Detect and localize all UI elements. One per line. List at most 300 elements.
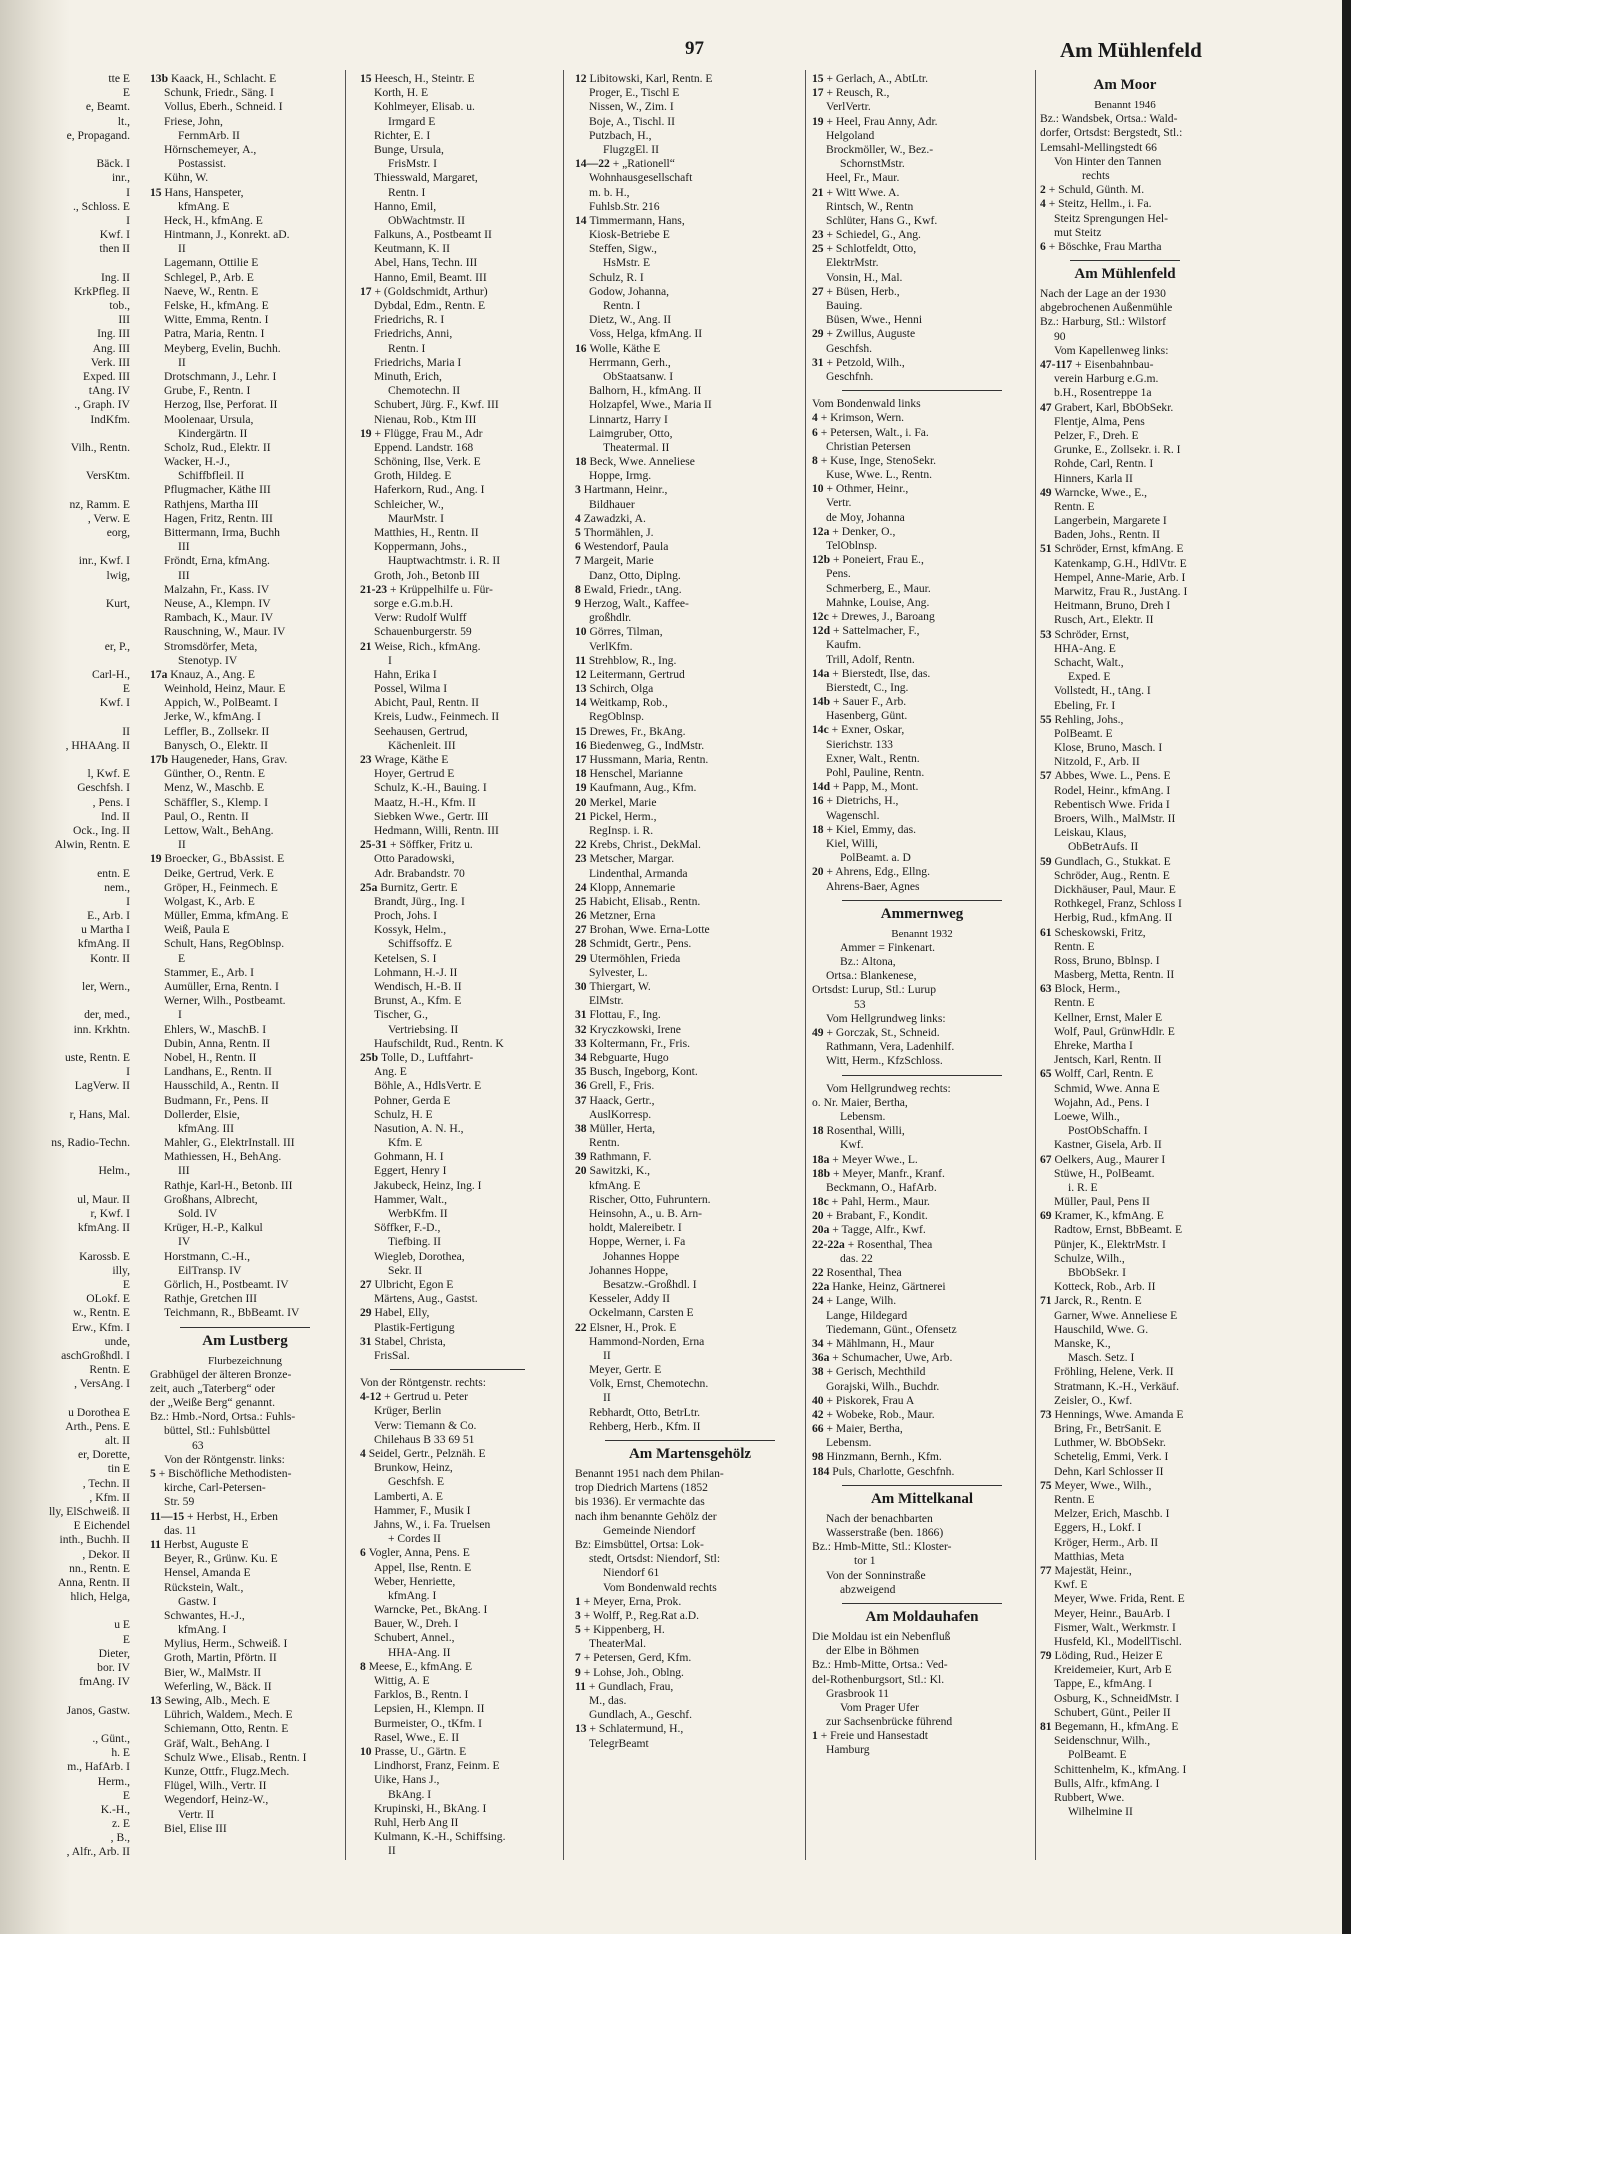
resident-text: Biedenweg, G., IndMstr. [589,738,705,752]
resident-text: Kohlmeyer, Elisab. u. [374,100,475,114]
entry-fragment: nz, Ramm. E [69,497,130,511]
resident-text: Weiß, Paula E [164,923,230,937]
resident-text: Schmerberg, E., Maur. [826,581,931,595]
directory-entry [150,994,340,1008]
resident-text: Böhle, A., HdlsVertr. E [374,1079,482,1093]
entry-fragment: alt. II [104,1434,130,1447]
directory-entry [150,1722,340,1736]
directory-entry [360,1108,555,1122]
directory-entry [812,1687,1032,1701]
resident-text: Rischer, Otto, Fuhruntern. [589,1192,711,1206]
resident-text: Siebken Wwe., Gertr. III [374,809,489,823]
directory-entry [1040,330,1210,344]
resident-text: m. b. H., [589,185,630,199]
directory-entry [150,1396,340,1410]
resident-text: Flottau, F., Ing. [589,1008,661,1022]
directory-entry [812,100,1032,114]
resident-text: + Maier, Bertha, [826,1422,903,1436]
directory-entry [575,1637,805,1651]
resident-text: Helgoland [826,128,875,142]
resident-text: Stüwe, H., PolBeamt. [1054,1166,1155,1180]
directory-entry [575,1335,805,1349]
resident-text: Margeit, Marie [583,554,654,568]
street-heading: Am Mühlenfeld [1074,266,1176,283]
resident-text: Eppend. Landstr. 168 [374,440,474,454]
directory-entry [812,1280,1032,1294]
resident-text: Langerbein, Margarete I [1054,514,1167,528]
directory-entry [812,1351,1032,1365]
directory-entry [575,739,805,753]
resident-text: Kesseler, Addy II [589,1292,670,1306]
resident-text: Schleicher, W., [374,497,444,511]
resident-text: kfmAng. E [178,199,230,213]
directory-entry [150,1495,340,1509]
directory-entry [1040,514,1210,528]
house-number: 4 [360,1447,369,1460]
resident-text: Hennings, Wwe. Amanda E [1054,1407,1184,1421]
entry-fragment [0,625,130,639]
directory-entry [575,540,805,554]
house-number: 47 [1040,400,1055,414]
entry-fragment [0,427,130,441]
resident-text: Burmeister, O., tKfm. I [374,1716,483,1730]
resident-text: Ockelmann, Carsten E [589,1306,694,1320]
resident-text: Pohl, Pauline, Rentn. [826,766,925,779]
directory-entry [1040,457,1210,471]
house-number: 18c [812,1195,832,1209]
resident-text: Rentn. E [1054,996,1095,1010]
directory-entry [575,242,805,256]
resident-text: Rathje, Karl-H., Betonb. III [164,1178,293,1192]
house-number: 24 [575,880,590,894]
directory-entry [1040,1394,1210,1408]
directory-entry [360,611,555,625]
directory-entry [812,370,1032,384]
resident-text: Scholz, Rud., Elektr. II [164,440,271,454]
directory-entry [150,1751,340,1765]
directory-entry [575,597,805,611]
house-number: 66 [812,1422,827,1436]
resident-text: Kwf. E [1054,1578,1088,1592]
resident-text: Kotteck, Rob., Arb. II [1054,1280,1156,1294]
directory-entry [812,1729,1032,1743]
directory-entry [360,654,555,668]
directory-entry [360,469,555,483]
directory-entry [150,1637,340,1651]
directory-entry [575,129,805,143]
directory-entry [1040,1011,1210,1025]
resident-text: + Zwillus, Auguste [826,327,916,341]
directory-entry [150,1453,340,1467]
directory-entry [150,327,340,341]
house-number: 12d [812,624,833,638]
directory-entry [360,569,555,583]
resident-text: Hussmann, Maria, Rentn. [589,753,709,766]
resident-text: Leitermann, Gertrud [589,667,685,681]
resident-text: Schulz, K.-H., Bauing. I [374,781,487,795]
resident-text: Leffler, B., Zollsekr. II [164,724,270,738]
directory-entry [575,1079,805,1093]
resident-text: Ketelsen, S. I [374,951,437,965]
directory-entry [150,923,340,937]
resident-text: + Poneiert, Frau E., [832,553,924,567]
directory-entry [360,796,555,810]
resident-text: Von der Röntgenstr. rechts: [360,1376,487,1390]
resident-text: Heinsohn, A., u. B. Arn- [589,1207,703,1220]
directory-entry [1040,1096,1210,1110]
directory-entry [360,1264,555,1278]
directory-entry [575,1094,805,1108]
directory-entry [150,1779,340,1793]
directory-entry [360,1094,555,1108]
resident-text: Seidenschnur, Wilh., [1054,1734,1151,1748]
entry-fragment: Janos, Gastw. [66,1703,130,1717]
directory-entry [150,980,340,994]
page-number: 97 [685,38,704,59]
entry-fragment: aschGroßhdl. I [61,1348,130,1362]
directory-entry [575,1306,805,1320]
resident-text: Neuse, A., Klempn. IV [164,596,271,610]
directory-entry [575,1108,805,1122]
entry-fragment: , Pens. I [92,795,130,809]
resident-text: zeit, auch „Taterberg“ oder [150,1381,276,1395]
resident-text: + Heel, Frau Anny, Adr. [826,114,938,128]
resident-text: Begemann, H., kfmAng. E [1054,1720,1179,1733]
house-number: 6 [575,540,584,554]
directory-entry [150,129,340,143]
directory-entry [1040,1337,1210,1351]
house-number: 4 [812,411,821,425]
directory-entry [150,569,340,583]
entry-fragment [0,753,130,767]
directory-entry [150,1595,340,1609]
directory-entry [812,1266,1032,1280]
resident-text: Bz: Eimsbüttel, Ortsa: Lok- [575,1537,704,1551]
resident-text: Katenkamp, G.H., HdlVtr. E [1054,556,1187,570]
resident-text: Fröndt, Erna, kfmAng. [164,554,270,568]
directory-entry [575,569,805,583]
directory-entry [360,895,555,909]
resident-text: Ahrens-Baer, Agnes [826,879,920,893]
directory-entry [150,1552,340,1566]
directory-entry [1040,755,1210,769]
directory-entry [1040,287,1210,301]
directory-entry [150,810,340,824]
resident-text: + Gundlach, Frau, [588,1679,674,1693]
resident-text: Dehn, Karl Schlosser II [1054,1464,1164,1478]
house-number: 1 [812,1729,821,1743]
resident-text: + Böschke, Frau Martha [1048,239,1162,253]
directory-entry [1040,1592,1210,1606]
directory-entry [812,1583,1032,1597]
directory-entry [360,838,555,852]
resident-text: Postassist. [178,157,226,171]
directory-entry [575,852,805,866]
directory-entry [1040,1351,1210,1365]
section-rule [842,1075,1002,1076]
directory-entry [575,1609,805,1623]
resident-text: Nienau, Rob., Ktm III [374,412,477,426]
resident-text: Kühn, W. [164,171,209,185]
house-number: 63 [1040,982,1055,996]
resident-text: Kunze, Ottfr., Flugz.Mech. [164,1764,290,1778]
directory-entry [360,342,555,356]
directory-entry [812,496,1032,510]
directory-entry [812,780,1032,794]
directory-entry [812,1465,1032,1479]
resident-text: del-Rothenburgsort, Stl.: Kl. [812,1672,945,1686]
house-number: 19 [360,426,375,440]
directory-entry [575,1651,805,1665]
resident-text: + Cordes II [388,1532,441,1546]
resident-text: Rauschning, W., Maur. IV [164,625,286,639]
directory-entry [812,482,1032,496]
resident-text: Lebensm. [840,1109,886,1123]
directory-entry [812,880,1032,894]
directory-entry [360,1404,555,1418]
entry-fragment: Rentn. E [89,1363,130,1377]
resident-text: Tolle, D., Luftfahrt- [380,1050,474,1064]
directory-entry [360,725,555,739]
resident-text: Ulbricht, Egon E [374,1277,454,1291]
directory-entry [812,695,1032,709]
resident-text: Rubbert, Wwe. [1054,1790,1125,1804]
directory-entry [575,923,805,937]
directory-entry [812,1012,1032,1026]
resident-text: Malzahn, Fr., Kass. IV [164,582,270,596]
directory-entry [360,1532,555,1546]
resident-text: Rosenthal, Willi, [826,1124,905,1138]
directory-entry [150,1250,340,1264]
entry-fragment: ., Schloss. E [72,199,130,213]
resident-text: + Meyer, Manfr., Kranf. [832,1166,945,1180]
directory-entry [575,1510,805,1524]
house-number: 40 [812,1393,827,1407]
directory-entry [1040,713,1210,727]
directory-entry [1040,1649,1210,1663]
resident-text: Metzner, Erna [589,909,656,923]
directory-entry [1040,1663,1210,1677]
directory-entry [360,441,555,455]
resident-text: Geschfsh. [826,341,873,355]
resident-text: großhdlr. [589,611,632,625]
house-number: 11—15 [150,1509,188,1523]
resident-text: PolBeamt. E [1054,726,1113,740]
resident-text: 90 [1054,329,1066,343]
directory-entry [1040,212,1210,226]
directory-entry [575,824,805,838]
directory-entry [150,1122,340,1136]
resident-text: Zawadzki, A. [583,511,646,525]
resident-text: Verw: Tiemann & Co. [374,1418,477,1432]
resident-text: II [388,1844,396,1858]
house-number: 75 [1040,1478,1055,1492]
directory-entry [1040,840,1210,854]
directory-entry [575,966,805,980]
resident-text: Godow, Johanna, [589,284,670,298]
resident-text: Oelkers, Aug., Maurer I [1054,1152,1166,1166]
resident-text: Verw: Rudolf Wulff [374,611,467,625]
resident-text: Westendorf, Paula [583,540,669,554]
section-rule [842,1603,1002,1604]
resident-text: Bauer, W., Dreh. I [374,1617,459,1631]
directory-entry [1040,684,1210,698]
column-5 [1040,72,1210,1819]
directory-entry [575,1221,805,1235]
resident-text: Stromsdörfer, Meta, [164,639,258,653]
resident-text: Hanke, Heinz, Gärtnerei [832,1280,946,1294]
directory-entry [150,937,340,951]
resident-text: Von der Sonninstraße [826,1568,926,1582]
resident-text: + Steitz, Hellm., i. Fa. [1048,197,1152,211]
entry-fragment: lwig, [106,568,130,582]
house-number: 49 [1040,485,1055,499]
directory-entry [150,186,340,200]
directory-entry [812,1715,1032,1729]
resident-text: Mahler, G., ElektrInstall. III [164,1136,295,1150]
resident-text: Thiergart, W. [589,980,651,993]
directory-entry [1040,1550,1210,1564]
entry-fragment: u Martha I [81,923,130,937]
resident-text: Hoppe, Irmg. [589,469,652,483]
directory-entry [360,1447,555,1461]
directory-entry [360,1518,555,1532]
directory-entry [812,1124,1032,1138]
resident-text: Radtow, Ernst, BbBeamt. E [1054,1223,1183,1237]
directory-entry [575,100,805,114]
resident-text: Bildhauer [589,497,635,511]
entry-fragment: , HHAAng. II [65,738,130,752]
resident-text: Meyer, Wwe. Frida, Rent. E [1054,1592,1185,1606]
house-number: 184 [812,1464,833,1478]
directory-entry [1040,358,1210,372]
entry-fragment: Ing. III [97,327,130,341]
resident-text: II [603,1348,611,1362]
directory-entry [360,1461,555,1475]
resident-text: Löding, Rud., Heizer E [1054,1649,1163,1663]
directory-entry [575,1122,805,1136]
directory-entry [575,668,805,682]
entry-fragment: LagVerw. II [74,1079,130,1093]
entry-fragment: ler, Wern., [82,980,130,993]
directory-entry [1040,486,1210,500]
resident-text: Rentn. E [1054,939,1095,953]
directory-entry [812,1110,1032,1124]
resident-text: Eggers, H., Lokf. I [1054,1521,1142,1535]
resident-text: Ross, Bruno, Bblnsp. I [1054,953,1160,967]
house-number: 22 [812,1266,827,1279]
resident-text: verein Harburg e.G.m. [1054,372,1159,386]
directory-entry [1040,599,1210,613]
resident-text: + Petzold, Wilh., [826,355,905,369]
entry-fragment: Anna, Rentn. II [57,1575,130,1589]
resident-text: Krüger, Berlin [374,1404,442,1418]
resident-text: Kreidemeier, Kurt, Arb E [1054,1663,1172,1677]
resident-text: Herbst, Auguste E [163,1537,249,1551]
directory-entry [360,1475,555,1489]
house-number: 12 [575,667,590,681]
entry-fragment: eorg, [106,526,130,539]
directory-entry [1040,112,1210,126]
directory-entry [812,228,1032,242]
directory-entry [360,413,555,427]
resident-text: büttel, Stl.: Fuhlsbüttel [164,1424,271,1438]
directory-entry [150,1037,340,1051]
resident-text: Voss, Helga, kfmAng. II [589,327,703,341]
resident-text: Puls, Charlotte, Geschfnh. [832,1464,955,1478]
resident-text: Benannt 1951 nach dem Philan- [575,1467,724,1480]
street-heading: Am Martensgehölz [628,1446,752,1462]
resident-text: + Papp, M., Mont. [832,780,919,794]
resident-text: Hauschild, Wwe. G. [1054,1322,1149,1336]
directory-entry [150,143,340,157]
directory-entry [150,1793,340,1807]
section-rule [180,1327,310,1328]
resident-text: Thormählen, J. [583,526,654,539]
directory-entry [360,455,555,469]
column-2 [360,72,555,1858]
resident-text: Bz.: Altona, [840,955,896,969]
directory-entry [1040,1720,1210,1734]
resident-text: FrisMstr. I [388,157,437,171]
resident-text: mut Steitz [1054,225,1102,239]
house-number: 23 [360,753,375,766]
directory-entry [150,1524,340,1538]
house-number: 33 [575,1036,590,1050]
directory-entry [575,1406,805,1420]
directory-entry [1040,897,1210,911]
directory-entry [575,554,805,568]
directory-entry [360,1136,555,1150]
directory-entry [360,767,555,781]
entry-fragment [0,455,130,469]
house-number: 20 [575,1164,590,1178]
directory-entry [575,1481,805,1495]
entry-fragment: Helm., [98,1164,130,1178]
resident-text: Bz.: Wandsbek, Ortsa.: Wald- [1040,112,1178,126]
directory-entry [150,1179,340,1193]
directory-entry [1040,1082,1210,1096]
directory-entry [812,511,1032,525]
directory-entry [812,624,1032,638]
directory-entry [360,143,555,157]
resident-text: + Pahl, Herm., Maur. [831,1195,930,1209]
resident-text: kfmAng. I [388,1588,437,1602]
directory-entry [360,881,555,895]
directory-entry [1040,571,1210,585]
directory-entry [1040,1777,1210,1791]
resident-text: Rambach, K., Maur. IV [164,611,274,625]
resident-text: kfmAng. III [178,1121,235,1135]
directory-entry [575,1377,805,1391]
resident-text: holdt, Malereibetr. I [589,1221,682,1235]
house-number: 5 [575,1623,584,1637]
resident-text: Dollerder, Elsie, [164,1107,240,1121]
directory-entry [575,228,805,242]
resident-text: Ehreke, Martha I [1054,1039,1133,1052]
directory-entry [360,1292,555,1306]
directory-entry [812,1512,1032,1526]
column-fragment-left [0,72,130,1860]
resident-text: Brunst, A., Kfm. E [374,994,462,1008]
directory-entry [575,469,805,483]
resident-text: + Krüppelhilfe u. Für- [389,582,493,596]
directory-entry [150,1737,340,1751]
entry-fragment [0,1235,130,1249]
resident-text: + Wobeke, Rob., Maur. [826,1407,935,1421]
directory-entry [812,1153,1032,1167]
directory-entry [360,781,555,795]
